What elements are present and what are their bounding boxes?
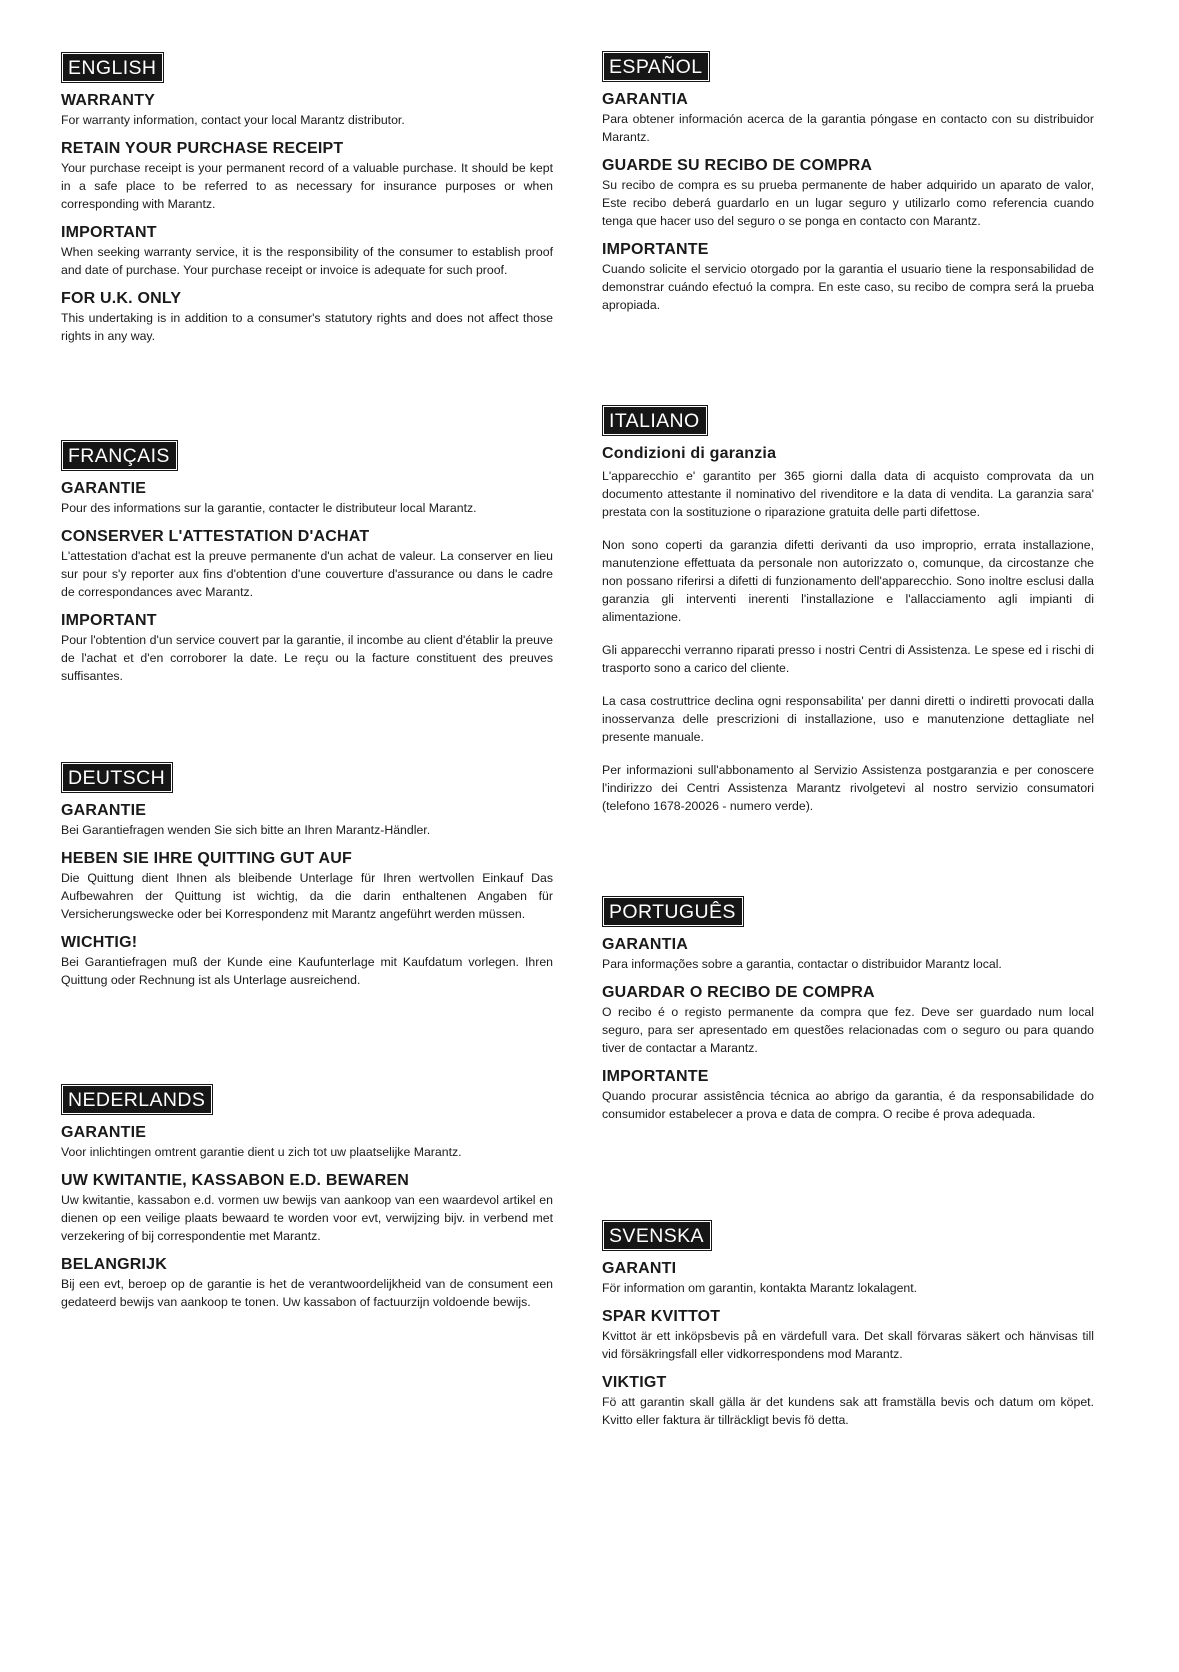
- language-label: ITALIANO: [602, 405, 708, 436]
- block-text: For warranty information, contact your local Marantz distributor.: [61, 113, 405, 127]
- section-espanol: [602, 51, 1094, 324]
- block-heading: Condizioni di garanzia: [602, 445, 777, 462]
- warranty-block: [61, 91, 553, 129]
- block-heading: IMPORTANT: [61, 612, 157, 629]
- block-heading: IMPORTANT: [61, 224, 157, 241]
- block-text: Para informações sobre a garantia, contactar o distribuidor Marantz local.: [602, 957, 1002, 971]
- warranty-block: [602, 90, 1094, 146]
- block-text: Su recibo de compra es su prueba permanente de haber adquirido un aparato de valor, Este recibo deberá guardarlo en un lugar seguro y utilizarlo como referencia cuando tenga que hacer uso del seguro o se ponga en contacto con Marantz.: [602, 178, 1094, 228]
- block-heading: IMPORTANTE: [602, 241, 709, 258]
- receipt-block: [61, 849, 553, 923]
- block-heading: GARANTIE: [61, 802, 147, 819]
- block-heading: GARANTIE: [61, 1124, 147, 1141]
- block-heading: CONSERVER L'ATTESTATION D'ACHAT: [61, 528, 370, 545]
- important-block: [602, 1373, 1094, 1429]
- block-text: Uw kwitantie, kassabon e.d. vormen uw bewijs van aankoop van een waardevol artikel en dienen op een veilige plaats bewaard te worden voor evt, verwijzing bijv. in verbend met verzekering of bij correspondentie met Marantz.: [61, 1193, 553, 1243]
- section-deutsch: [61, 762, 553, 999]
- receipt-block: [602, 1307, 1094, 1363]
- receipt-block: [602, 983, 1094, 1057]
- paragraph: La casa costruttrice declina ogni responsabilita' per danni diretti o indiretti provocati dalla inosservanza delle prescrizioni di installazione, uso e manutenzione dettagliate nel presente manuale.: [602, 694, 1094, 744]
- block-heading: GARANTIA: [602, 91, 689, 108]
- language-label: FRANÇAIS: [61, 440, 178, 471]
- section-francais: [61, 440, 553, 695]
- block-heading: IMPORTANTE: [602, 1068, 709, 1085]
- conditions-block: [602, 444, 1094, 463]
- block-text: O recibo é o registo permanente da compra que fez. Deve ser guardado num local seguro, para ser apresentado em questões relacionadas com o seguro ou para quando tiver de contactar a Marantz.: [602, 1005, 1094, 1055]
- block-text: Voor inlichtingen omtrent garantie dient u zich tot uw plaatselijke Marantz.: [61, 1145, 462, 1159]
- block-text: This undertaking is in addition to a consumer's statutory rights and does not affect those rights in any way.: [61, 311, 553, 343]
- block-heading: BELANGRIJK: [61, 1256, 168, 1273]
- warranty-block: [602, 1259, 1094, 1297]
- block-heading: GARANTIA: [602, 936, 689, 953]
- block-text: Your purchase receipt is your permanent record of a valuable purchase. It should be kept in a safe place to be referred to as necessary for insurance purposes or when corresponding with Marantz.: [61, 161, 553, 211]
- block-text: Quando procurar assistência técnica ao abrigo da garantia, é da responsabilidade do consumidor estabelecer a prova e data de compra. O recibe é prova adequada.: [602, 1089, 1094, 1121]
- block-text: Cuando solicite el servicio otorgado por la garantia el usuario tiene la responsabilidad de demonstrar cuándo efectuó la compra. En este caso, su recibo de compra será la prueba apropiada.: [602, 262, 1094, 312]
- block-text: Pour des informations sur la garantie, contacter le distributeur local Marantz.: [61, 501, 477, 515]
- warranty-block: [602, 935, 1094, 973]
- language-label: ESPAÑOL: [602, 51, 710, 82]
- language-label: SVENSKA: [602, 1220, 712, 1251]
- block-heading: UW KWITANTIE, KASSABON E.D. BEWAREN: [61, 1172, 410, 1189]
- block-text: Para obtener información acerca de la garantia póngase en contacto con su distribuidor Marantz.: [602, 112, 1094, 144]
- section-nederlands: [61, 1084, 553, 1321]
- language-label: PORTUGUÊS: [602, 896, 744, 927]
- uk-only-block: [61, 289, 553, 345]
- block-heading: GARANTIE: [61, 480, 147, 497]
- block-heading: FOR U.K. ONLY: [61, 290, 182, 307]
- block-text: L'attestation d'achat est la preuve permanente d'un achat de valeur. La conserver en lieu sur pour s'y reporter aux fins d'obtention d'une couverture d'assurance ou dans le cadre de correspondances avec Marantz.: [61, 549, 553, 599]
- block-heading: SPAR KVITTOT: [602, 1308, 721, 1325]
- warranty-block: [61, 801, 553, 839]
- important-block: [61, 933, 553, 989]
- block-heading: WICHTIG!: [61, 934, 138, 951]
- important-block: [61, 1255, 553, 1311]
- receipt-block: [61, 1171, 553, 1245]
- block-heading: WARRANTY: [61, 92, 156, 109]
- warranty-block: [61, 479, 553, 517]
- block-text: Die Quittung dient Ihnen als bleibende Unterlage für Ihren wertvollen Einkauf Das Aufbewahren der Quittung ist wichtig, da die darin enthaltenen Angaben für Versicherungswecke oder bei Korrespondenz mit Marantz angeführt werden müssen.: [61, 871, 553, 921]
- block-text: When seeking warranty service, it is the responsibility of the consumer to establish proof and date of purchase. Your purchase receipt or invoice is adequate for such proof.: [61, 245, 553, 277]
- block-text: Pour l'obtention d'un service couvert par la garantie, il incombe au client d'établir la preuve de l'achat et d'en corroborer la date. Le reçu ou la facture constituent des preuves suffisantes.: [61, 633, 553, 683]
- block-text: Kvittot är ett inköpsbevis på en värdefull vara. Det skall förvaras säkert och hänvisas till vid försäkringsfall eller vidkorrespondens mod Marantz.: [602, 1329, 1094, 1361]
- paragraph: Non sono coperti da garanzia difetti derivanti da uso improprio, errata installazione, manutenzione effettuata da personale non autorizzato o, comunque, da circostanze che non possano riferirsi a difetti di funzionamento dell'apparecchio. Sono inoltre esclusi dalla garanzia gli interventi inerenti l'installazione e l'allacciamento agli impianti di alimentazione.: [602, 538, 1094, 624]
- block-text: För information om garantin, kontakta Marantz lokalagent.: [602, 1281, 918, 1295]
- paragraph: L'apparecchio e' garantito per 365 giorni dalla data di acquisto comprovata da un documento attestante il nominativo del rivenditore e la data di vendita. La garanzia sara' prestata con la sostituzione o riparazione gratuita delle parti difettose.: [602, 469, 1094, 519]
- block-heading: GUARDE SU RECIBO DE COMPRA: [602, 157, 873, 174]
- language-label: ENGLISH: [61, 52, 164, 83]
- important-block: [602, 240, 1094, 314]
- important-block: [602, 1067, 1094, 1123]
- language-label: DEUTSCH: [61, 762, 173, 793]
- warranty-block: [61, 1123, 553, 1161]
- section-english: [61, 52, 553, 355]
- important-block: [61, 223, 553, 279]
- important-block: [61, 611, 553, 685]
- receipt-block: [602, 156, 1094, 230]
- language-label: NEDERLANDS: [61, 1084, 213, 1115]
- paragraph: Per informazioni sull'abbonamento al Servizio Assistenza postgaranzia e per conoscere l'indirizzo dei Centri Assistenza Marantz rivolgetevi al nostro servizio consumatori (telefono 1678-20026 - numero verde).: [602, 763, 1094, 813]
- block-heading: GARANTI: [602, 1260, 677, 1277]
- block-text: Bij een evt, beroep op de garantie is het de verantwoordelijkheid van de consument een gedateerd bewijs van aankoop te tonen. Uw kassabon of factuurzijn voldoende bewijs.: [61, 1277, 553, 1309]
- block-text: Bei Garantiefragen muß der Kunde eine Kaufunterlage mit Kaufdatum vorlegen. Ihren Quittung oder Rechnung ist als Unterlage ausreichend.: [61, 955, 553, 987]
- block-heading: GUARDAR O RECIBO DE COMPRA: [602, 984, 875, 1001]
- block-heading: VIKTIGT: [602, 1374, 667, 1391]
- block-text: Bei Garantiefragen wenden Sie sich bitte an Ihren Marantz-Händler.: [61, 823, 431, 837]
- block-heading: HEBEN SIE IHRE QUITTING GUT AUF: [61, 850, 352, 867]
- section-svenska: [602, 1220, 1094, 1439]
- block-text: Fö att garantin skall gälla är det kundens sak att framställa bevis och datum om köpet. Kvitto eller faktura är tillräckligt bevis fö detta.: [602, 1395, 1094, 1427]
- block-heading: RETAIN YOUR PURCHASE RECEIPT: [61, 140, 344, 157]
- receipt-block: [61, 527, 553, 601]
- paragraph: Gli apparecchi verranno riparati presso i nostri Centri di Assistenza. Le spese ed i rischi di trasporto sono a carico del cliente.: [602, 643, 1094, 675]
- receipt-block: [61, 139, 553, 213]
- section-italiano: [602, 405, 1094, 830]
- section-portugues: [602, 896, 1094, 1133]
